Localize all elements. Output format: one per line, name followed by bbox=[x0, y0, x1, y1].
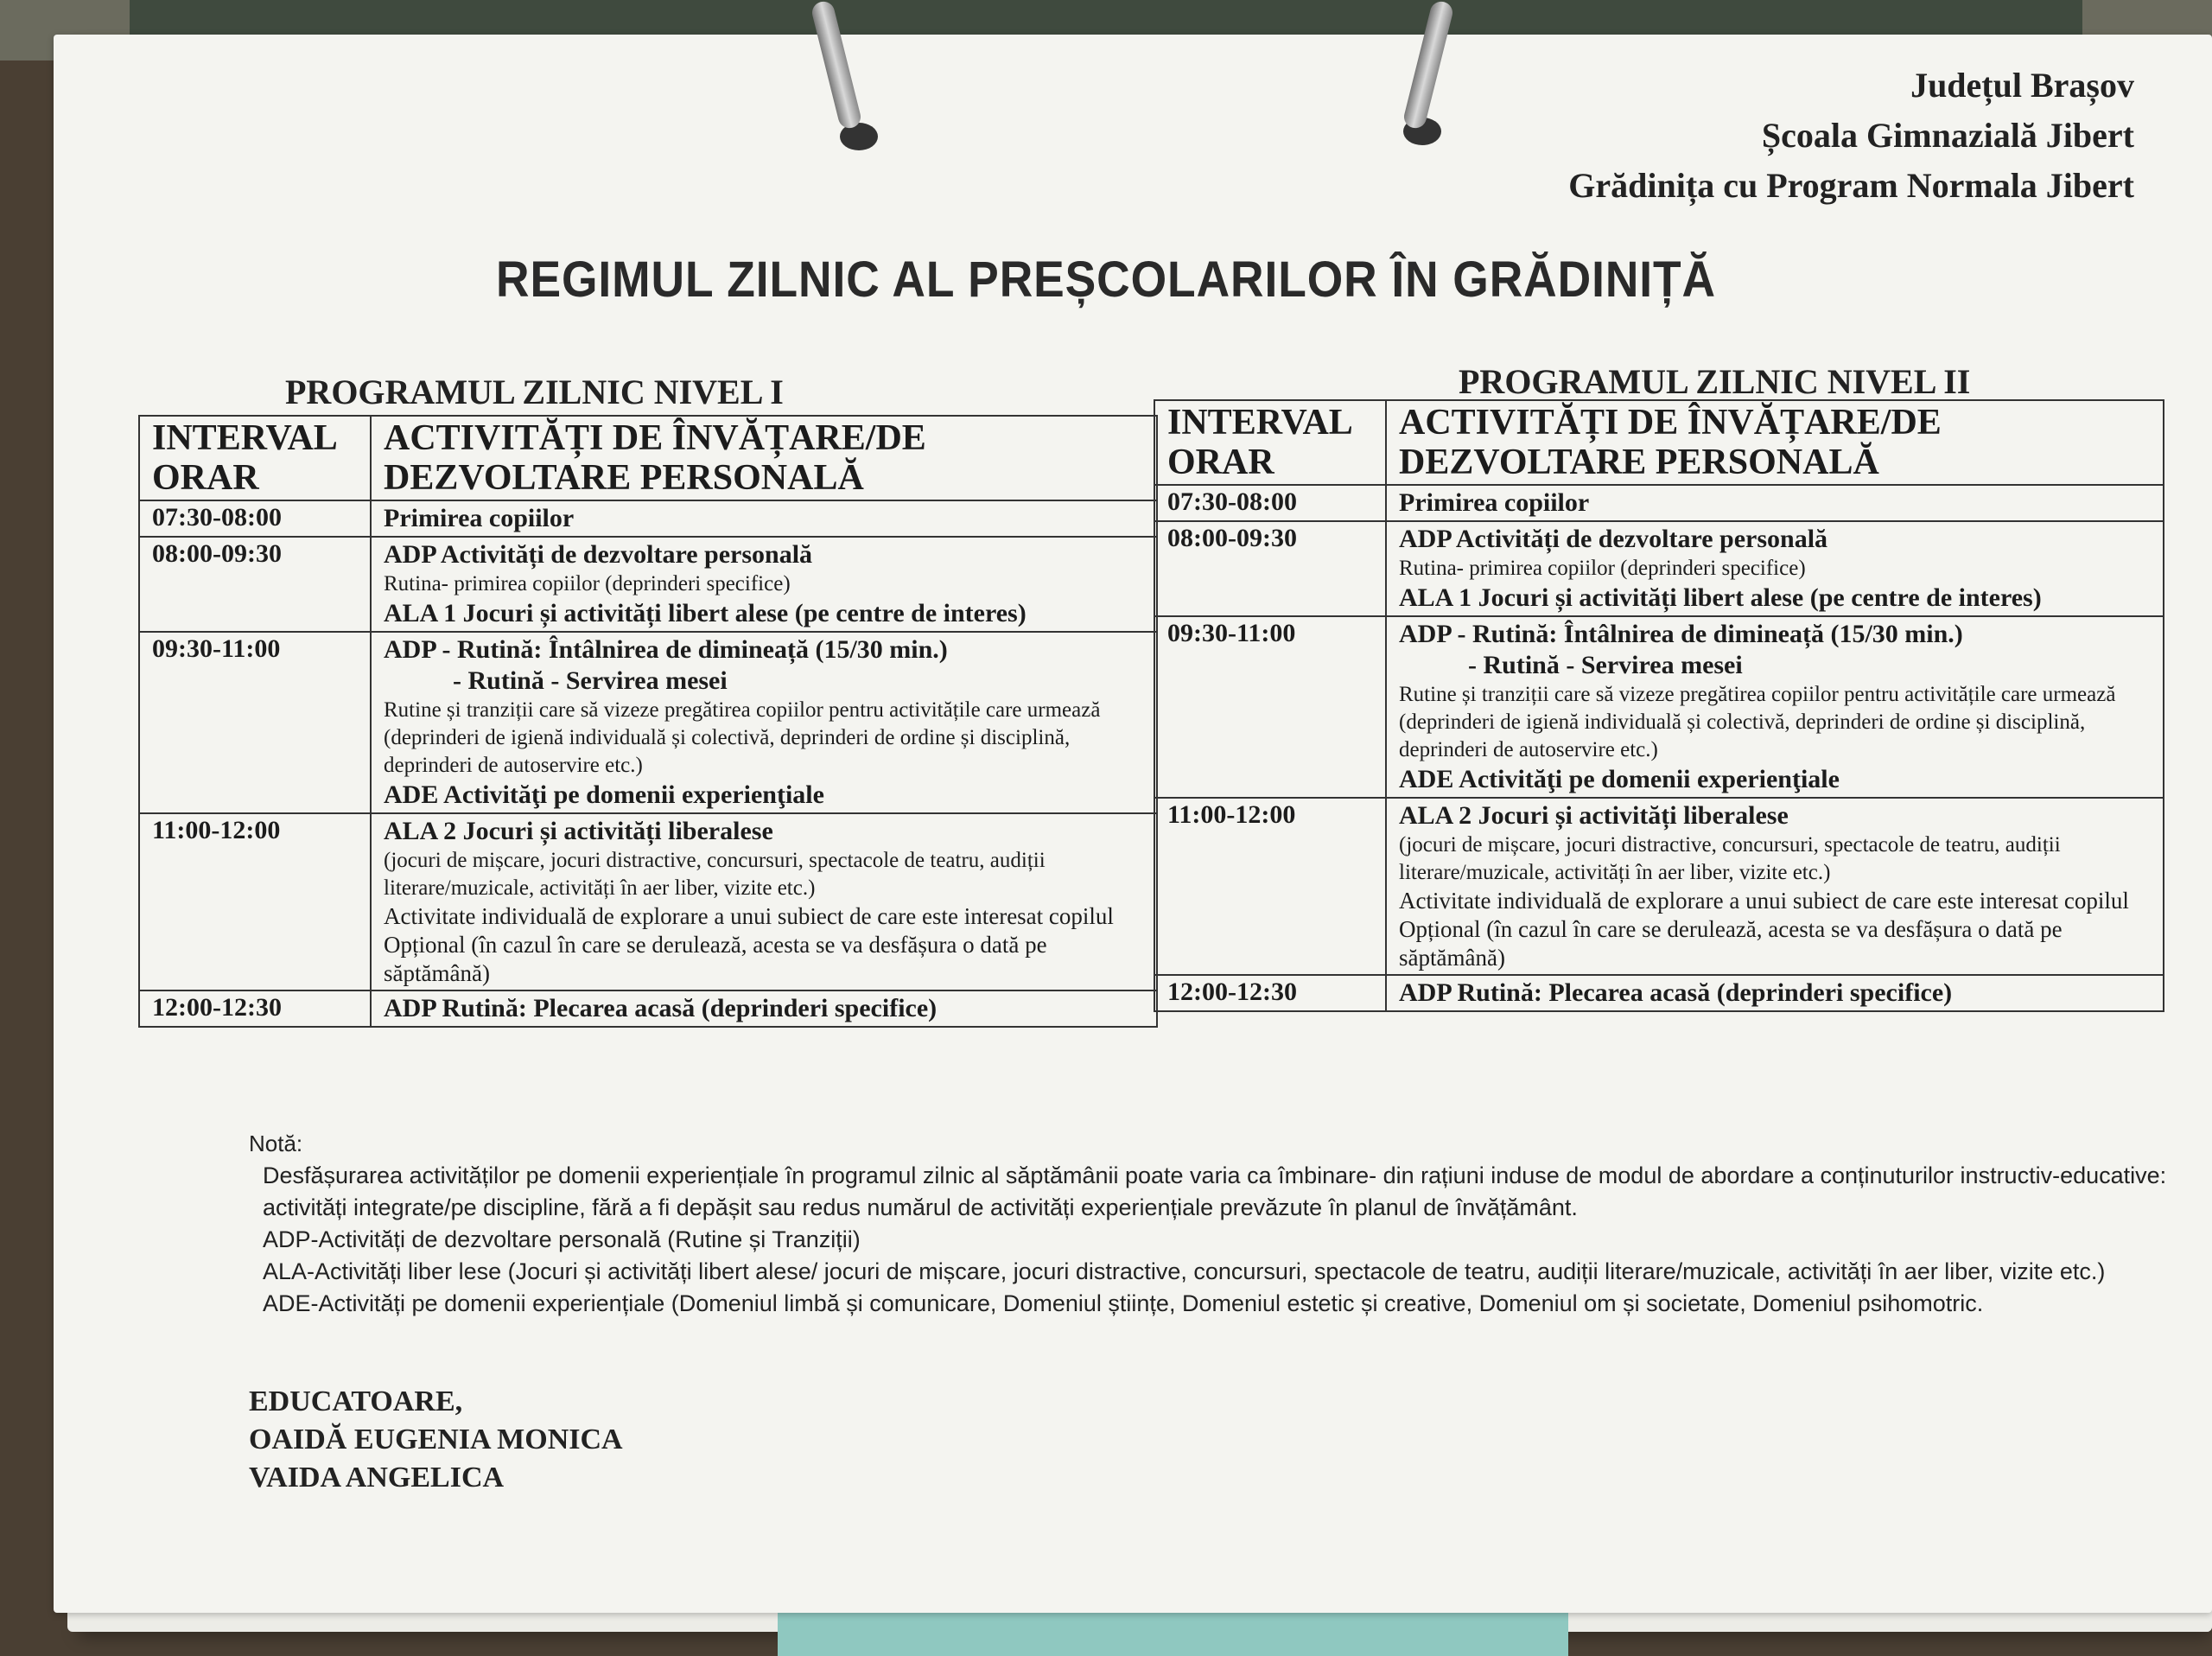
activity-cell bbox=[371, 500, 1157, 537]
activity-line: Rutina- primirea copiilor (deprinderi specifice) bbox=[384, 572, 791, 596]
activity-line: Activitate individuală de explorare a unui subiect de care este interesat copilul bbox=[384, 903, 1114, 929]
interval-cell: 11:00-12:00 bbox=[1154, 798, 1386, 975]
interval-cell: 12:00-12:30 bbox=[1154, 975, 1386, 1011]
activity-line: Rutine și tranziții care să vizeze pregătirea copiilor pentru activitățile care urmează (deprinderi de igienă individuală și colectivă, deprinderi de ordine și disciplină, deprinderi de autoservire etc.) bbox=[384, 698, 1101, 777]
interval-cell: 09:30-11:00 bbox=[139, 632, 371, 813]
activity-line: - Rutină - Servirea mesei bbox=[453, 666, 728, 695]
activity-cell bbox=[371, 632, 1157, 813]
school-label: Școala Gimnazială Jibert bbox=[1761, 116, 2134, 155]
interval-cell: 09:30-11:00 bbox=[1154, 616, 1386, 798]
activity-line: ADE Activităţi pe domenii experienţiale bbox=[384, 780, 824, 809]
activity-line: Rutina- primirea copiilor (deprinderi specifice) bbox=[1399, 557, 1806, 580]
activity-cell bbox=[1386, 521, 2164, 616]
activity-cell bbox=[1386, 616, 2164, 798]
signature-role: EDUCATOARE, bbox=[249, 1385, 463, 1417]
column-header-interval: INTERVAL ORAR bbox=[139, 416, 371, 500]
signature-block bbox=[249, 1383, 623, 1497]
table-row bbox=[139, 813, 1157, 990]
activity-cell bbox=[371, 537, 1157, 632]
activity-line: ADP - Rutină: Întâlnirea de dimineață (15/30 min.) bbox=[384, 635, 948, 664]
activity-line: Opțional (în cazul în care se derulează, acesta se va desfășura o dată pe săptămână) bbox=[1399, 916, 2063, 971]
activity-line: - Rutină - Servirea mesei bbox=[1468, 651, 1743, 679]
table-row bbox=[1154, 798, 2164, 975]
column-header-activities: ACTIVITĂȚI DE ÎNVĂȚARE/DE DEZVOLTARE PERSONALĂ bbox=[1386, 400, 2164, 485]
notes-section bbox=[251, 1128, 2186, 1320]
activity-line: ADP Rutină: Plecarea acasă (deprinderi specifice) bbox=[384, 994, 938, 1022]
table-header-row bbox=[1154, 400, 2164, 485]
activity-line: (jocuri de mișcare, jocuri distractive, concursuri, spectacole de teatru, audiții literare/muzicale, activități în aer liber, vizite etc.) bbox=[1399, 833, 2061, 884]
note-paragraph: Desfășurarea activităților pe domenii experiențiale în programul zilnic al săptămânii poate varia ca îmbinare- din rațiuni induse de modul de abordare a conținuturilor instructiv-educative: activități integrate/pe discipline, fără a fi depășit sau redus numărul de activități experiențiale prevăzute în planul de învățământ. bbox=[263, 1162, 2167, 1220]
interval-cell: 11:00-12:00 bbox=[139, 813, 371, 990]
activity-line: ALA 1 Jocuri și activități libert alese (pe centre de interes) bbox=[1399, 583, 2042, 612]
interval-cell: 07:30-08:00 bbox=[1154, 485, 1386, 521]
activity-cell bbox=[1386, 975, 2164, 1011]
interval-cell: 08:00-09:30 bbox=[1154, 521, 1386, 616]
table-row bbox=[1154, 975, 2164, 1011]
signature-name-1: OAIDĂ EUGENIA MONICA bbox=[249, 1424, 623, 1455]
subtitle-level-1: PROGRAMUL ZILNIC NIVEL I bbox=[285, 373, 784, 411]
table-row bbox=[139, 500, 1157, 537]
column-header-interval: INTERVAL ORAR bbox=[1154, 400, 1386, 485]
activity-line: ALA 1 Jocuri și activități libert alese (pe centre de interes) bbox=[384, 599, 1027, 627]
signature-name-2: VAIDA ANGELICA bbox=[249, 1462, 505, 1494]
table-row bbox=[1154, 616, 2164, 798]
activity-cell bbox=[1386, 798, 2164, 975]
activity-line: Opțional (în cazul în care se derulează, acesta se va desfășura o dată pe săptămână) bbox=[384, 932, 1047, 986]
activity-line: Primirea copiilor bbox=[384, 504, 575, 532]
activity-cell bbox=[1386, 485, 2164, 521]
activity-line: Rutine și tranziții care să vizeze pregătirea copiilor pentru activitățile care urmează (deprinderi de igienă individuală și colectivă, deprinderi de ordine și disciplină, deprinderi de autoservire etc.) bbox=[1399, 683, 2116, 761]
activity-line: ADP Rutină: Plecarea acasă (deprinderi specifice) bbox=[1399, 978, 1953, 1007]
institution-header bbox=[1568, 61, 2134, 211]
county-label: Județul Brașov bbox=[1910, 66, 2134, 105]
schedule-table-level-1 bbox=[138, 415, 1158, 1028]
subtitle-level-2: PROGRAMUL ZILNIC NIVEL II bbox=[1459, 362, 1971, 401]
activity-cell bbox=[371, 813, 1157, 990]
activity-line: Activitate individuală de explorare a unui subiect de care este interesat copilul bbox=[1399, 888, 2129, 914]
kindergarten-label: Grădinița cu Program Normala Jibert bbox=[1568, 166, 2134, 205]
table-row bbox=[139, 990, 1157, 1027]
interval-cell: 12:00-12:30 bbox=[139, 990, 371, 1027]
interval-cell: 08:00-09:30 bbox=[139, 537, 371, 632]
activity-line: ADP - Rutină: Întâlnirea de dimineață (15/30 min.) bbox=[1399, 620, 1963, 648]
note-paragraph: ADE-Activități pe domenii experiențiale (Domeniul limbă și comunicare, Domeniul științe, Domeniul estetic și creative, Domeniul om și societate, Domeniul psihomotric. bbox=[263, 1290, 1984, 1316]
table-row bbox=[139, 537, 1157, 632]
page-title: REGIMUL ZILNIC AL PREȘCOLARILOR ÎN GRĂDINIȚĂ bbox=[495, 252, 1717, 308]
schedule-table-level-2 bbox=[1154, 399, 2164, 1012]
activity-line: Primirea copiilor bbox=[1399, 488, 1590, 517]
activity-line: ALA 2 Jocuri și activități liberalese bbox=[1399, 801, 1789, 830]
activity-line: ADE Activităţi pe domenii experienţiale bbox=[1399, 765, 1840, 793]
activity-line: ADP Activități de dezvoltare personală bbox=[1399, 525, 1828, 553]
activity-line: (jocuri de mișcare, jocuri distractive, concursuri, spectacole de teatru, audiții literare/muzicale, activități în aer liber, vizite etc.) bbox=[384, 849, 1046, 900]
table-header-row bbox=[139, 416, 1157, 500]
table-row bbox=[139, 632, 1157, 813]
note-paragraph: ALA-Activități liber lese (Jocuri și activități libert alese/ jocuri de mișcare, jocuri distractive, concursuri, spectacole de teatru, audiții literare/muzicale, activități în aer liber, vizite etc.) bbox=[263, 1258, 2106, 1284]
table-row bbox=[1154, 485, 2164, 521]
notes-label: Notă: bbox=[249, 1131, 303, 1156]
column-header-activities: ACTIVITĂȚI DE ÎNVĂȚARE/DE DEZVOLTARE PERSONALĂ bbox=[371, 416, 1157, 500]
interval-cell: 07:30-08:00 bbox=[139, 500, 371, 537]
note-paragraph: ADP-Activități de dezvoltare personală (Rutine și Tranziții) bbox=[263, 1226, 861, 1252]
folder-edge bbox=[130, 0, 2082, 35]
activity-line: ADP Activități de dezvoltare personală bbox=[384, 540, 813, 569]
table-row bbox=[1154, 521, 2164, 616]
activity-cell bbox=[371, 990, 1157, 1027]
activity-line: ALA 2 Jocuri și activități liberalese bbox=[384, 817, 773, 845]
